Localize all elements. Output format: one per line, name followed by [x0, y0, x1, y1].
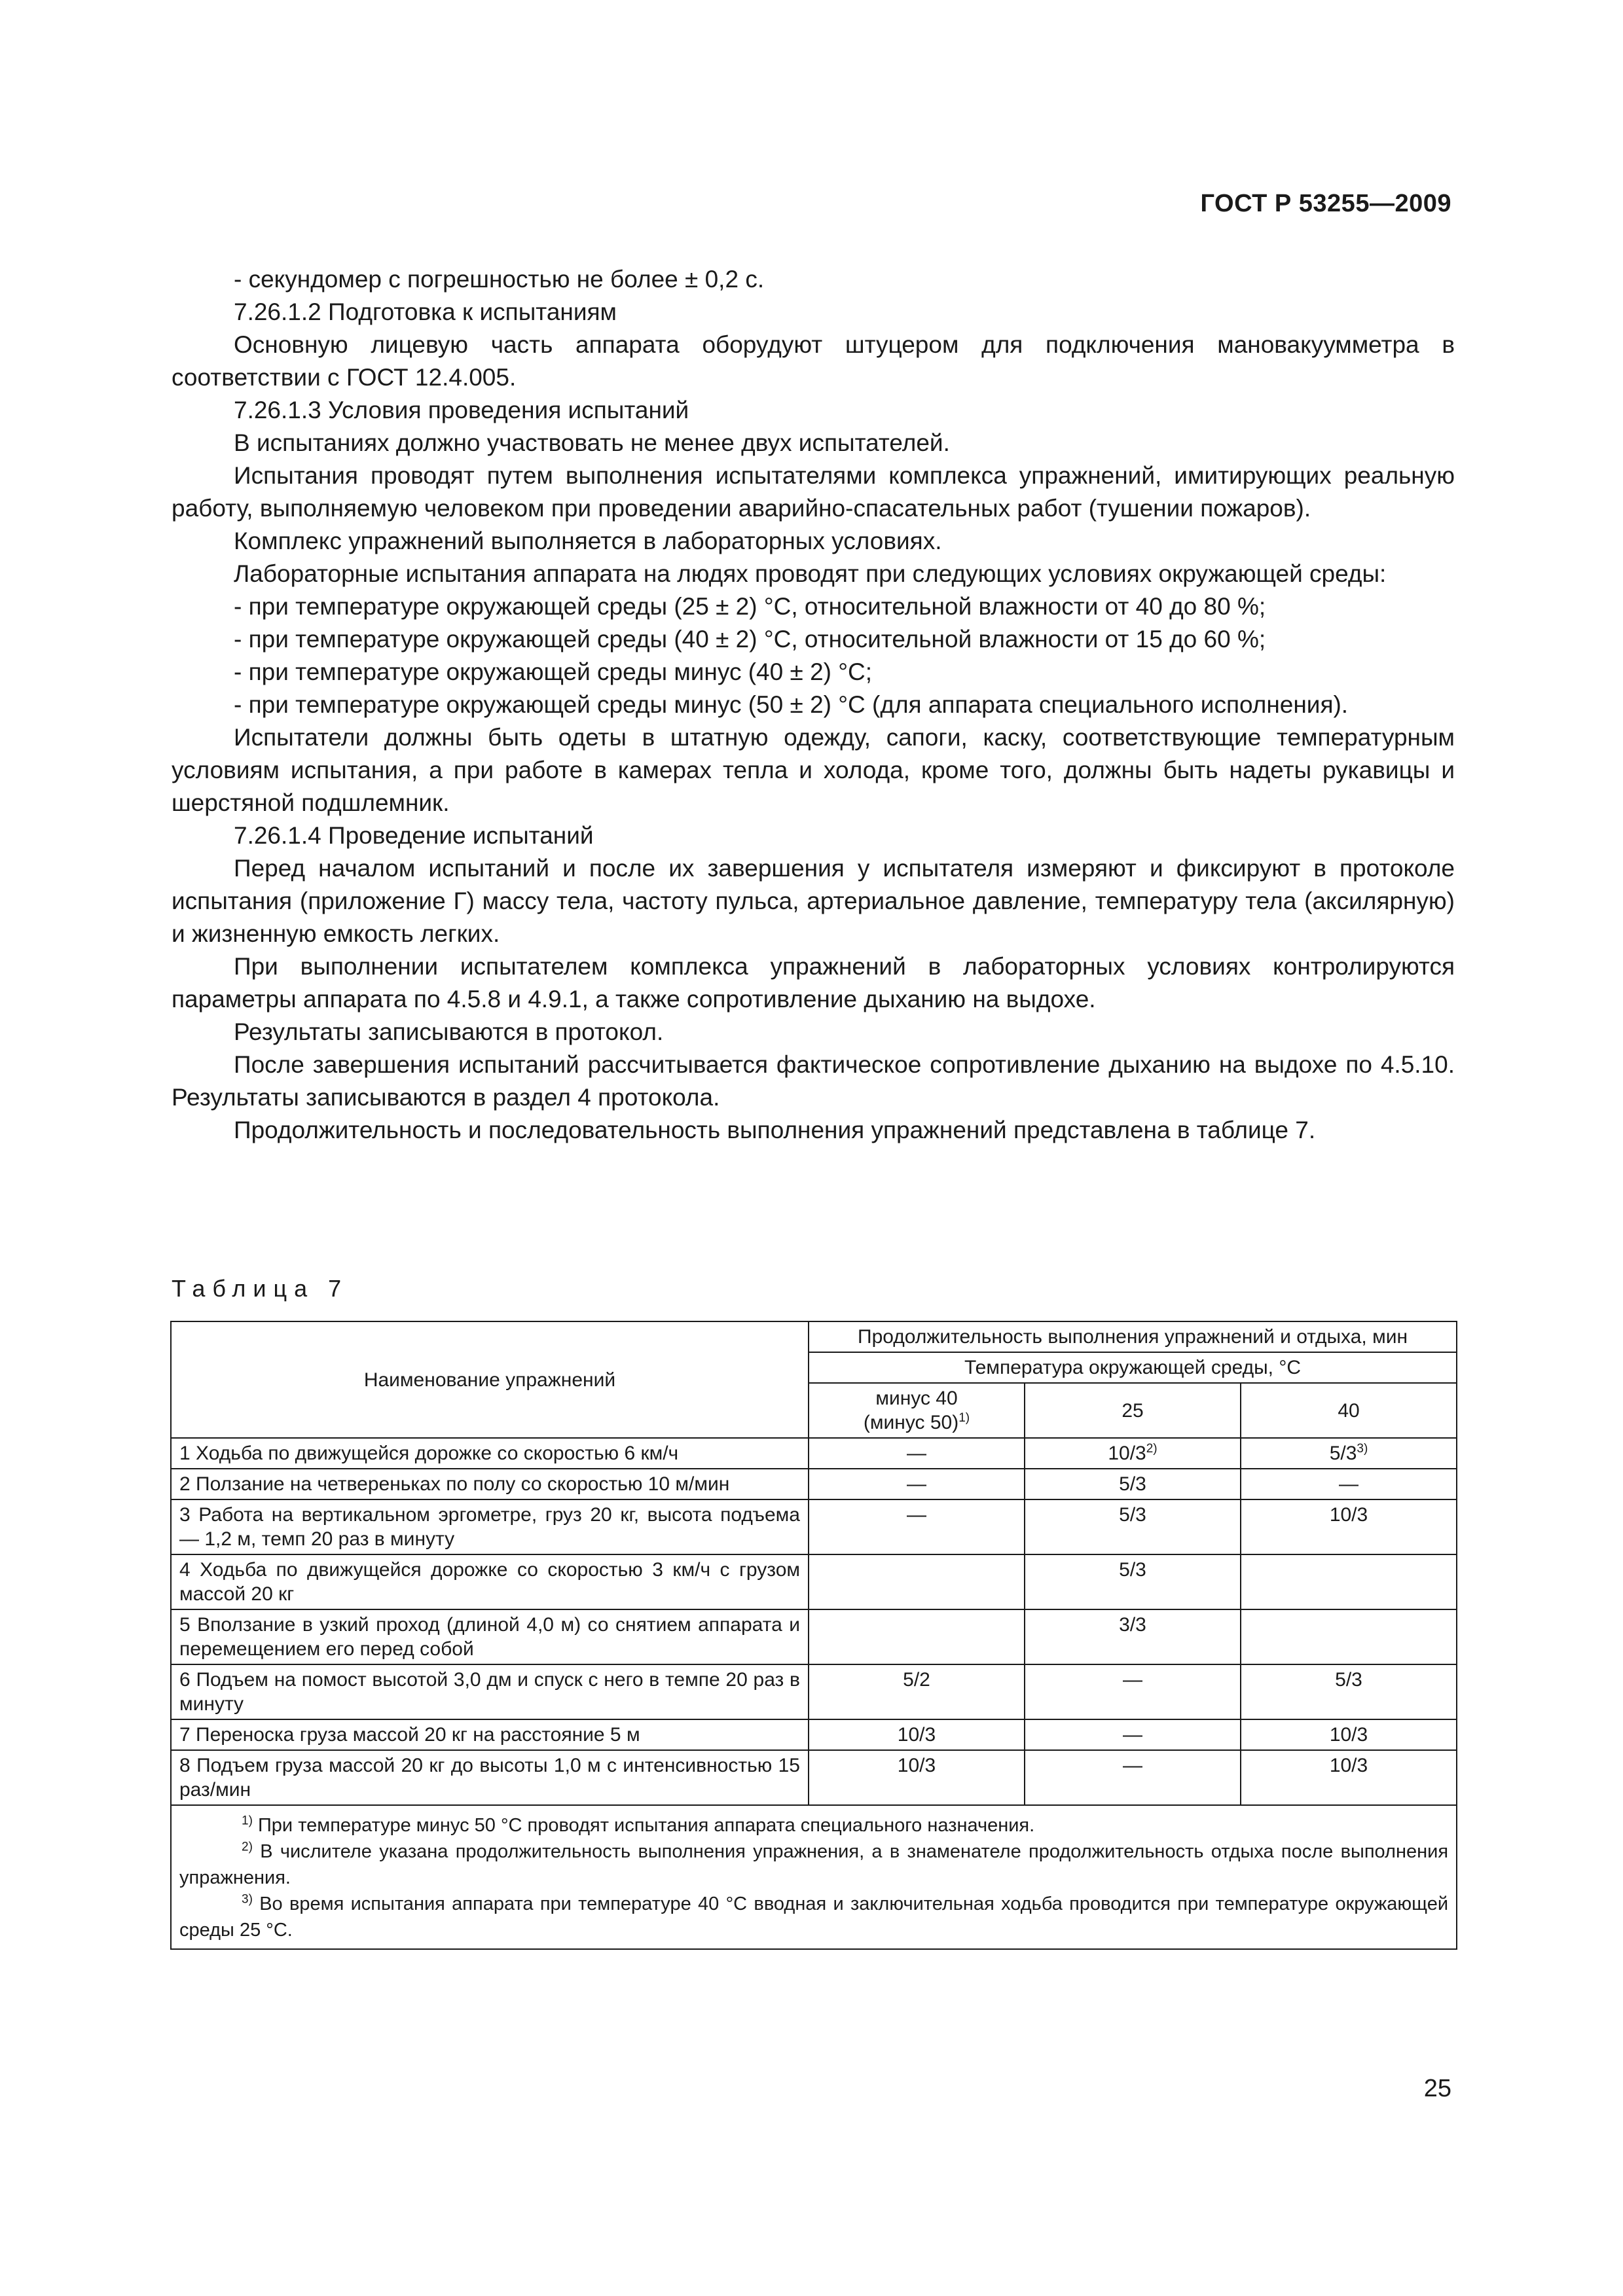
- cell-minus-40: —: [809, 1499, 1025, 1554]
- list-item: - при температуре окружающей среды (25 ± 2) °С, относительной влажности от 40 до 80 %;: [234, 593, 1266, 620]
- header-exercise-name: Наименование упражнений: [171, 1321, 809, 1438]
- table-row: [171, 1499, 1457, 1554]
- cell-minus-40: —: [809, 1438, 1025, 1469]
- header-col-25: 25: [1025, 1383, 1241, 1438]
- paragraph: В испытаниях должно участвовать не менее двух испытателей.: [234, 429, 950, 456]
- cell-minus-40: —: [809, 1469, 1025, 1499]
- cell-40: [1241, 1609, 1457, 1664]
- exercise-name: 4 Ходьба по движущейся дорожке со скоростью 3 км/ч с грузом массой 20 кг: [171, 1554, 809, 1609]
- paragraph: После завершения испытаний рассчитывается фактическое сопротивление дыханию на выдохе по 4.5.10. Результаты записываются в раздел 4 протокола.: [172, 1051, 1455, 1111]
- table-row: [171, 1609, 1457, 1664]
- cell-value: 5/3: [1329, 1443, 1357, 1464]
- cell-25: —: [1025, 1664, 1241, 1719]
- cell-40: 10/3: [1241, 1750, 1457, 1805]
- page-number: 25: [1423, 2075, 1451, 2102]
- paragraph: Лабораторные испытания аппарата на людях проводят при следующих условиях окружающей среды:: [234, 560, 1387, 587]
- cell-40: 10/3: [1241, 1499, 1457, 1554]
- table-notes: [171, 1805, 1457, 1949]
- cell-40: —: [1241, 1469, 1457, 1499]
- cell-40: [1241, 1438, 1457, 1469]
- cell-25: 5/3: [1025, 1499, 1241, 1554]
- exercise-name: 6 Подъем на помост высотой 3,0 дм и спуск с него в темпе 20 раз в минуту: [171, 1664, 809, 1719]
- table-row: [171, 1554, 1457, 1609]
- paragraph: Испытатели должны быть одеты в штатную одежду, сапоги, каску, соответствующие температурным условиям испытания, а при работе в камерах тепла и холода, кроме того, должны быть надеты рукавицы и шерстяной подшлемник.: [172, 724, 1455, 816]
- cell-minus-40: 10/3: [809, 1750, 1025, 1805]
- cell-25: 5/3: [1025, 1554, 1241, 1609]
- list-item: - при температуре окружающей среды минус (40 ± 2) °С;: [234, 658, 873, 685]
- table-note: [179, 1812, 1448, 1839]
- exercise-name: 5 Вползание в узкий проход (длиной 4,0 м) со снятием аппарата и перемещением его перед собой: [171, 1609, 809, 1664]
- body-text: [172, 263, 1455, 1147]
- exercise-name: 2 Ползание на четвереньках по полу со скоростью 10 м/мин: [171, 1469, 809, 1499]
- cell-25: —: [1025, 1719, 1241, 1750]
- table-notes-row: [171, 1805, 1457, 1949]
- exercise-name: 8 Подъем груза массой 20 кг до высоты 1,0 м с интенсивностью 15 раз/мин: [171, 1750, 809, 1805]
- paragraph: Перед началом испытаний и после их завершения у испытателя измеряют и фиксируют в протоколе испытания (приложение Г) массу тела, частоту пульса, артериальное давление, температуру тела (аксилярную) и жизненную емкость легких.: [172, 855, 1455, 947]
- cell-40: 5/3: [1241, 1664, 1457, 1719]
- table-caption: Таблица 7: [172, 1275, 349, 1302]
- section-heading: 7.26.1.4 Проведение испытаний: [234, 822, 594, 849]
- table-note: [179, 1839, 1448, 1891]
- paragraph: При выполнении испытателем комплекса упражнений в лабораторных условиях контролируются параметры аппарата по 4.5.8 и 4.9.1, а также сопротивление дыханию на выдохе.: [172, 953, 1455, 1013]
- exercise-name: 3 Работа на вертикальном эргометре, груз 20 кг, высота подъема — 1,2 м, темп 20 раз в минуту: [171, 1499, 809, 1554]
- list-item: - при температуре окружающей среды минус (50 ± 2) °С (для аппарата специального исполнения).: [234, 691, 1349, 718]
- footnote-mark: 3): [1357, 1442, 1368, 1456]
- cell-minus-40: 5/2: [809, 1664, 1025, 1719]
- paragraph: Испытания проводят путем выполнения испытателями комплекса упражнений, имитирующих реальную работу, выполняемую человеком при проведении аварийно-спасательных работ (тушении пожаров).: [172, 462, 1455, 522]
- exercise-table: [170, 1321, 1456, 1950]
- paragraph: Комплекс упражнений выполняется в лабораторных условиях.: [234, 528, 942, 554]
- cell-25: [1025, 1438, 1241, 1469]
- cell-minus-40: [809, 1609, 1025, 1664]
- table-row: [171, 1664, 1457, 1719]
- document-id: ГОСТ Р 53255—2009: [1200, 190, 1451, 217]
- header-col-minus-40: [809, 1383, 1025, 1438]
- paragraph: Основную лицевую часть аппарата оборудуют штуцером для подключения мановакуумметра в соответствии с ГОСТ 12.4.005.: [172, 331, 1455, 391]
- header-temperature: Температура окружающей среды, °С: [809, 1352, 1457, 1383]
- cell-minus-40: [809, 1554, 1025, 1609]
- exercise-name: 7 Переноска груза массой 20 кг на расстояние 5 м: [171, 1719, 809, 1750]
- footnote-mark: 1): [242, 1814, 253, 1828]
- paragraph: - секундомер с погрешностью не более ± 0,2 с.: [234, 266, 765, 293]
- paragraph: Продолжительность и последовательность выполнения упражнений представлена в таблице 7.: [234, 1117, 1316, 1143]
- table-header-row: [171, 1321, 1457, 1352]
- header-col-minus-40-line1: минус 40: [875, 1388, 958, 1409]
- footnote-mark: 1): [958, 1411, 970, 1425]
- section-heading: 7.26.1.3 Условия проведения испытаний: [234, 397, 689, 423]
- cell-25: 5/3: [1025, 1469, 1241, 1499]
- footnote-mark: 2): [1146, 1442, 1158, 1456]
- cell-value: 10/3: [1108, 1443, 1146, 1464]
- header-col-minus-40-line2: (минус 50): [863, 1412, 959, 1433]
- section-heading: 7.26.1.2 Подготовка к испытаниям: [234, 298, 617, 325]
- cell-25: —: [1025, 1750, 1241, 1805]
- table-note-text: Во время испытания аппарата при температуре 40 °С вводная и заключительная ходьба проводится при температуре окружающей среды 25 °С.: [179, 1893, 1449, 1941]
- paragraph: Результаты записываются в протокол.: [234, 1018, 664, 1045]
- list-item: - при температуре окружающей среды (40 ± 2) °С, относительной влажности от 15 до 60 %;: [234, 626, 1266, 653]
- table-note-text: При температуре минус 50 °С проводят испытания аппарата специального назначения.: [252, 1815, 1035, 1836]
- cell-minus-40: 10/3: [809, 1719, 1025, 1750]
- header-duration: Продолжительность выполнения упражнений и отдыха, мин: [809, 1321, 1457, 1352]
- header-col-40: 40: [1241, 1383, 1457, 1438]
- table-note-text: В числителе указана продолжительность выполнения упражнения, а в знаменателе продолжительность отдыха после выполнения упражнения.: [179, 1841, 1449, 1888]
- cell-25: 3/3: [1025, 1609, 1241, 1664]
- cell-40: [1241, 1554, 1457, 1609]
- footnote-mark: 2): [242, 1840, 253, 1854]
- table: [170, 1321, 1457, 1950]
- table-note: [179, 1891, 1448, 1943]
- table-row: [171, 1438, 1457, 1469]
- exercise-name: 1 Ходьба по движущейся дорожке со скоростью 6 км/ч: [171, 1438, 809, 1469]
- cell-40: 10/3: [1241, 1719, 1457, 1750]
- table-row: [171, 1469, 1457, 1499]
- table-row: [171, 1750, 1457, 1805]
- footnote-mark: 3): [242, 1892, 253, 1907]
- table-row: [171, 1719, 1457, 1750]
